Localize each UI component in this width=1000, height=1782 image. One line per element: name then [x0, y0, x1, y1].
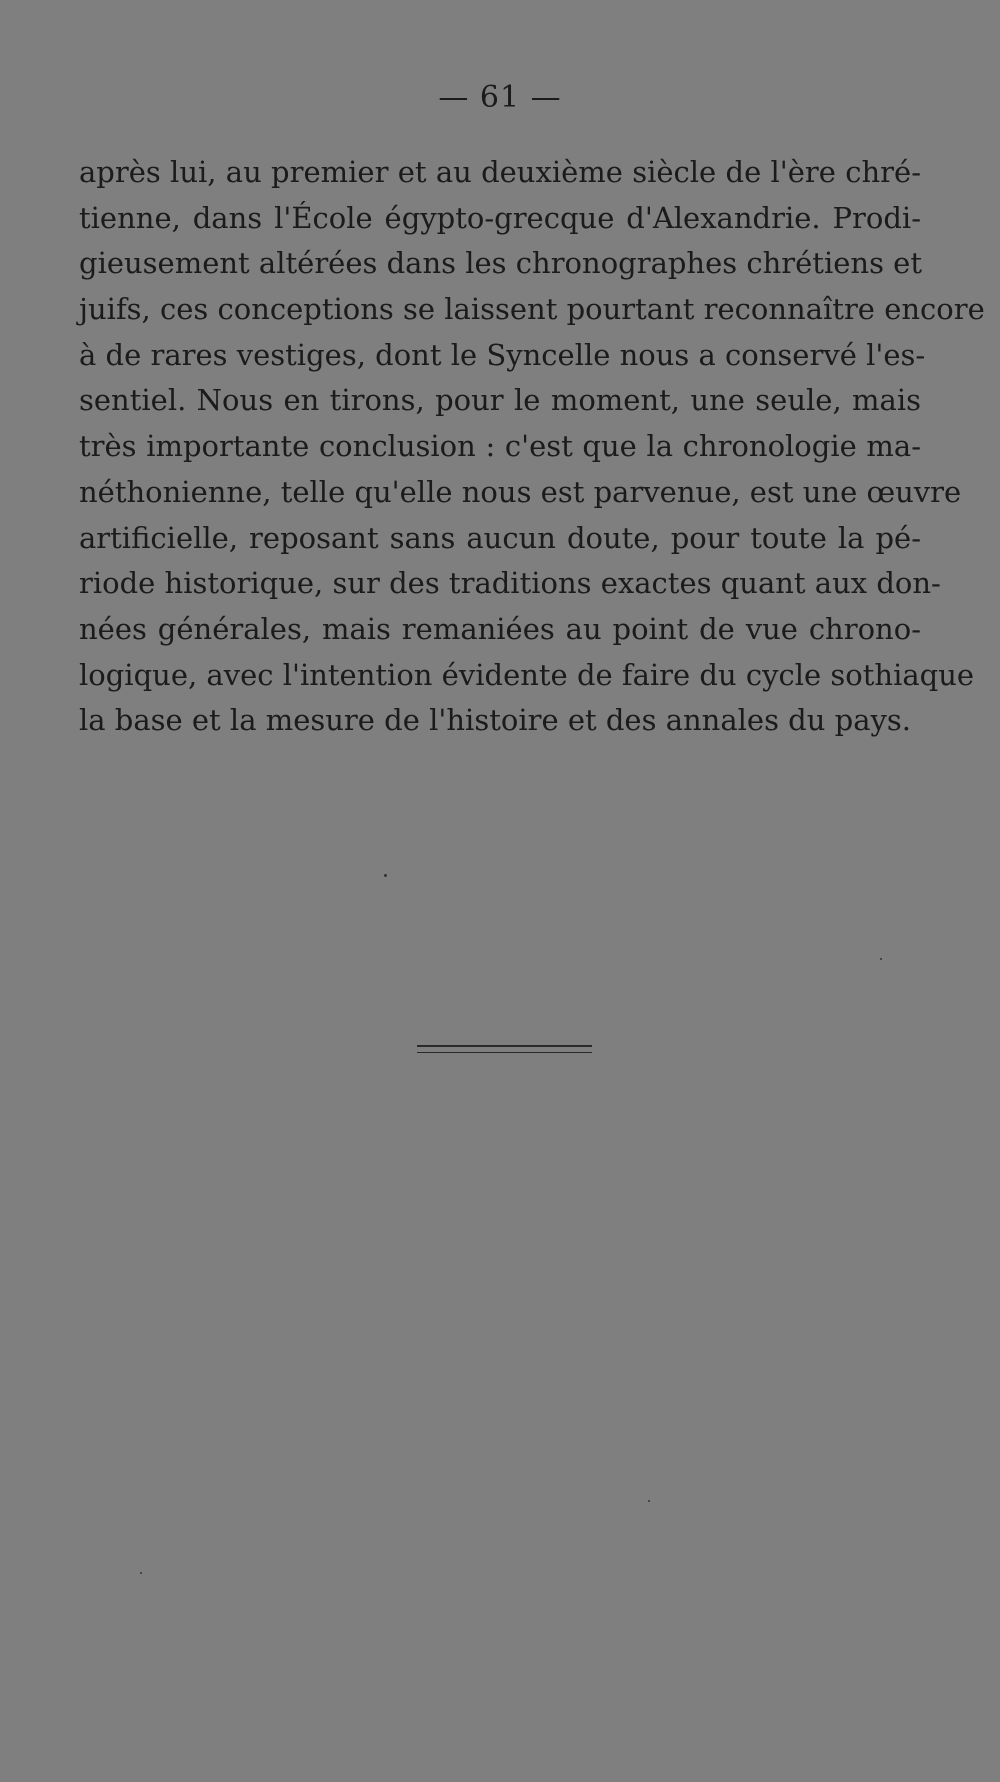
- scan-speck: [880, 958, 882, 960]
- text-line: gieusement altérées dans les chronographes chrétiens et: [79, 246, 922, 281]
- scan-speck: [384, 874, 387, 877]
- text-line: juifs, ces conceptions se laissent pourtant reconnaître encore: [79, 292, 985, 327]
- text-line: sentiel. Nous en tirons, pour le moment, une seule, mais: [79, 383, 921, 418]
- text-line: tienne, dans l'École égypto-grecque d'Alexandrie. Prodi-: [79, 200, 921, 235]
- scan-speck: [140, 1572, 142, 1574]
- text-line: très importante conclusion : c'est que la chronologie ma-: [79, 429, 921, 464]
- text-line: à de rares vestiges, dont le Syncelle nous a conservé l'es-: [79, 337, 926, 372]
- text-line: la base et la mesure de l'histoire et des annales du pays.: [79, 703, 911, 738]
- page-number: — 61 —: [438, 80, 562, 115]
- section-end-rule: [417, 1045, 592, 1047]
- scan-speck: [648, 1500, 650, 1502]
- text-line: nées générales, mais remaniées au point de vue chrono-: [79, 611, 921, 646]
- text-line: artificielle, reposant sans aucun doute, pour toute la pé-: [79, 520, 921, 555]
- text-line: riode historique, sur des traditions exactes quant aux don-: [79, 566, 941, 601]
- text-line: néthonienne, telle qu'elle nous est parvenue, est une œuvre: [79, 474, 962, 509]
- body-paragraph: [79, 150, 985, 744]
- text-line: logique, avec l'intention évidente de faire du cycle sothiaque: [79, 657, 975, 692]
- text-line: après lui, au premier et au deuxième siècle de l'ère chré-: [79, 155, 921, 189]
- section-end-rule-thin: [417, 1052, 592, 1053]
